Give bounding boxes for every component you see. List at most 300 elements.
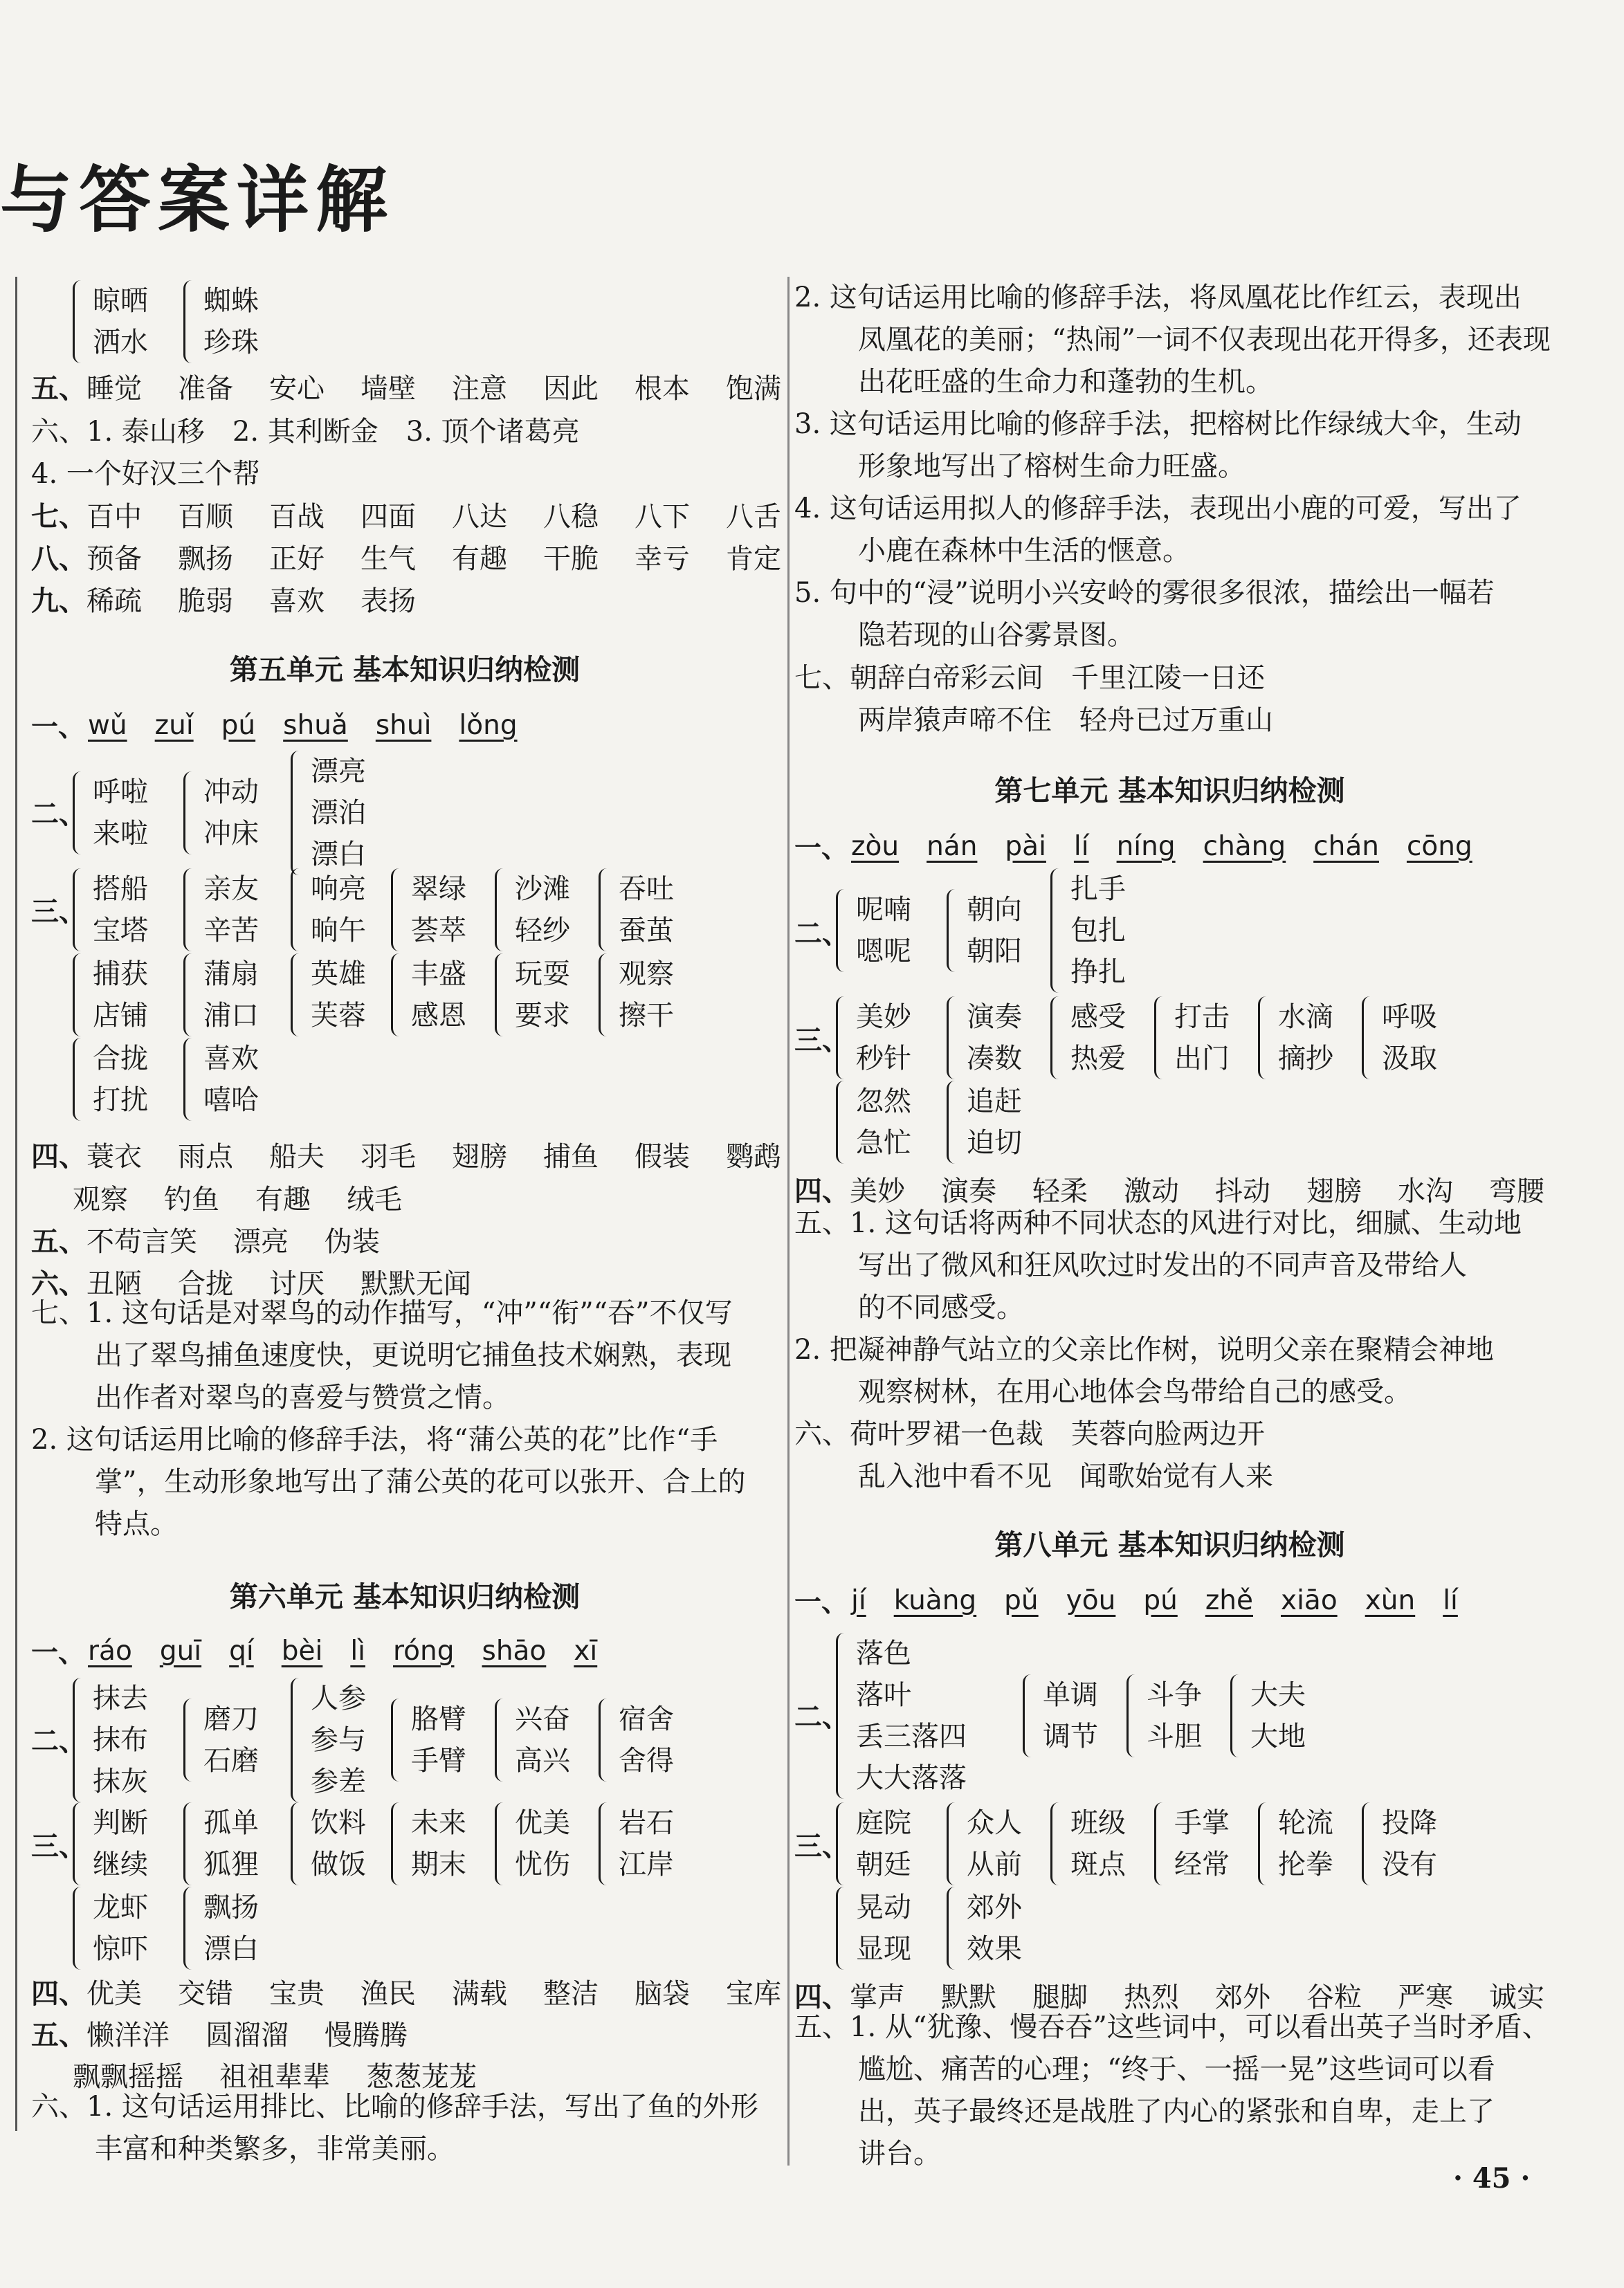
q-label: 二、 xyxy=(31,1725,86,1757)
text-line: 尴尬、痛苦的心理；“终于、一摇一晃”这些词可以看 xyxy=(858,2053,1495,2085)
answer-word: 正好 xyxy=(269,543,325,575)
group-word: 辛苦 xyxy=(203,915,259,946)
answer-word: 慢腾腾 xyxy=(325,2020,408,2051)
word-group xyxy=(183,1802,259,1885)
group-word: 芙蓉 xyxy=(311,1000,366,1032)
pinyin-answer: shuǎ xyxy=(283,709,348,741)
group-items xyxy=(93,1678,148,1802)
unit8-heading: 第八单元 基本知识归纳检测 xyxy=(994,1528,1345,1562)
word-group xyxy=(947,1887,1022,1970)
answer-word: 祖祖辈辈 xyxy=(219,2061,330,2093)
text-line: 2. 这句话运用比喻的修辞手法，将“蒲公英的花”比作“手 xyxy=(31,1424,718,1456)
answer-word: 满载 xyxy=(452,1978,507,2010)
group-word: 庭院 xyxy=(856,1807,911,1839)
group-word: 捕获 xyxy=(93,958,148,990)
text-line: 2. 这句话运用比喻的修辞手法，将凤凰花比作红云，表现出 xyxy=(794,282,1522,313)
group-word: 朝向 xyxy=(967,894,1022,926)
pinyin-answer: pǔ xyxy=(1004,1584,1039,1616)
brace-icon xyxy=(836,889,850,972)
group-items xyxy=(93,280,148,363)
brace-icon xyxy=(1050,868,1065,993)
q-label: 八、 xyxy=(31,542,86,575)
pinyin-answer: xiāo xyxy=(1281,1584,1338,1616)
group-items xyxy=(856,889,911,972)
brace-icon xyxy=(1154,996,1169,1079)
group-word: 做饭 xyxy=(311,1849,366,1880)
word-group xyxy=(1362,1802,1437,1885)
group-items xyxy=(1174,996,1230,1079)
answer-word: 美妙 xyxy=(850,1175,905,1207)
answer-word: 翅膀 xyxy=(452,1141,507,1173)
group-word: 沙滩 xyxy=(515,873,570,905)
group-items xyxy=(1174,1802,1230,1885)
answer-word: 严寒 xyxy=(1398,1982,1453,2013)
group-items xyxy=(93,953,148,1036)
group-word: 美妙 xyxy=(856,1001,911,1033)
group-word: 热爱 xyxy=(1070,1043,1126,1074)
group-items xyxy=(856,1887,911,1970)
word-group xyxy=(1258,996,1333,1079)
group-items xyxy=(311,1678,366,1802)
group-word: 飘扬 xyxy=(203,1892,259,1923)
group-word: 忽然 xyxy=(856,1086,911,1117)
word-group xyxy=(183,280,259,363)
word-group xyxy=(183,868,259,951)
brace-icon xyxy=(836,1887,850,1970)
group-items xyxy=(1278,1802,1333,1885)
group-word: 班级 xyxy=(1070,1807,1126,1839)
brace-icon xyxy=(73,1678,87,1802)
word-group xyxy=(836,1887,911,1970)
group-items xyxy=(967,889,1022,972)
word-group xyxy=(947,996,1022,1079)
text-line: 六、1. 这句话运用排比、比喻的修辞手法，写出了鱼的外形 xyxy=(31,2091,758,2123)
answer-word: 表扬 xyxy=(361,585,416,617)
group-word: 汲取 xyxy=(1382,1043,1437,1074)
word-group xyxy=(495,1802,570,1885)
group-word: 秒针 xyxy=(856,1043,911,1074)
brace-icon xyxy=(1050,1802,1065,1885)
word-group xyxy=(73,771,148,854)
group-word: 舍得 xyxy=(619,1745,674,1777)
brace-icon xyxy=(391,868,405,951)
group-word: 忧伤 xyxy=(515,1849,570,1880)
group-word: 感受 xyxy=(1070,1001,1126,1033)
text-line: 讲台。 xyxy=(858,2138,941,2170)
group-word: 嘻哈 xyxy=(203,1084,259,1116)
brace-icon xyxy=(1126,1674,1141,1757)
group-word: 轻纱 xyxy=(515,915,570,946)
pinyin-answer: zhě xyxy=(1205,1584,1253,1616)
word-group xyxy=(1050,996,1126,1079)
group-word: 喜欢 xyxy=(203,1043,259,1074)
answer-word: 默默 xyxy=(941,1982,996,2013)
text-line: 出作者对翠鸟的喜爱与赞赏之情。 xyxy=(95,1382,510,1413)
brace-icon xyxy=(291,1802,305,1885)
pinyin-answer: nán xyxy=(927,830,978,862)
answer-word: 墙壁 xyxy=(361,373,416,405)
group-word: 追赶 xyxy=(967,1086,1022,1117)
word-group xyxy=(1050,868,1126,993)
unit5-heading: 第五单元 基本知识归纳检测 xyxy=(229,653,581,686)
group-word: 朝廷 xyxy=(856,1849,911,1880)
word-group xyxy=(183,1887,259,1970)
group-word: 抹布 xyxy=(93,1724,148,1756)
group-word: 呼啦 xyxy=(93,776,148,808)
group-items xyxy=(93,1802,148,1885)
group-items xyxy=(1147,1674,1202,1757)
brace-icon xyxy=(599,868,613,951)
group-items xyxy=(1070,868,1126,993)
text-line: 2. 把凝神静气站立的父亲比作树，说明父亲在聚精会神地 xyxy=(794,1334,1494,1366)
group-word: 摘抄 xyxy=(1278,1043,1333,1074)
word-group xyxy=(1126,1674,1202,1757)
answer-word: 鹦鹉 xyxy=(726,1141,781,1173)
text-line: 隐若现的山谷雾景图。 xyxy=(858,619,1135,651)
group-word: 亲友 xyxy=(203,873,259,905)
group-items xyxy=(515,1802,570,1885)
pinyin-answer: bèi xyxy=(281,1635,323,1667)
answer-word: 八舌 xyxy=(726,501,781,533)
answer-word: 水沟 xyxy=(1398,1175,1453,1207)
pinyin-answer: chán xyxy=(1313,830,1379,862)
pinyin-answer: lí xyxy=(1443,1584,1458,1616)
brace-icon xyxy=(73,868,87,951)
brace-icon xyxy=(1362,996,1376,1079)
group-word: 郊外 xyxy=(967,1892,1022,1923)
unit5-q7 xyxy=(31,1292,745,1546)
group-word: 要求 xyxy=(515,1000,570,1032)
answer-word: 羽毛 xyxy=(361,1141,416,1173)
text-line: 七、朝辞白帝彩云间 千里江陵一日还 xyxy=(794,662,1265,694)
brace-icon xyxy=(947,889,961,972)
group-word: 期末 xyxy=(411,1849,466,1880)
group-word: 惊吓 xyxy=(93,1933,148,1965)
text-line: 丰富和种类繁多，非常美丽。 xyxy=(95,2133,455,2165)
unit8-q1-pinyin xyxy=(794,1581,1513,1620)
group-items xyxy=(203,953,259,1036)
group-word: 吞吐 xyxy=(619,873,674,905)
group-items xyxy=(619,953,674,1036)
group-word: 未来 xyxy=(411,1807,466,1839)
word-group xyxy=(1023,1674,1098,1757)
brace-icon xyxy=(1230,1674,1245,1757)
answer-word: 观察 xyxy=(73,1184,128,1216)
brace-icon xyxy=(1154,1802,1169,1885)
word-group xyxy=(73,1678,148,1802)
group-items xyxy=(311,953,366,1036)
brace-icon xyxy=(183,1802,198,1885)
unit5-q1-pinyin xyxy=(31,706,573,744)
pinyin-answer: níng xyxy=(1116,830,1176,862)
group-word: 判断 xyxy=(93,1807,148,1839)
answer-word: 圆溜溜 xyxy=(206,2020,289,2051)
brace-icon xyxy=(599,1802,613,1885)
group-items xyxy=(967,996,1022,1079)
pinyin-answer: lí xyxy=(1073,830,1089,862)
answer-word: 激动 xyxy=(1124,1175,1179,1207)
answer-word: 绒毛 xyxy=(347,1184,402,1216)
group-word: 水滴 xyxy=(1278,1001,1333,1033)
group-word: 挣扎 xyxy=(1070,956,1126,988)
group-word: 孤单 xyxy=(203,1807,259,1839)
group-word: 斑点 xyxy=(1070,1849,1126,1880)
brace-icon xyxy=(947,996,961,1079)
group-word: 洒水 xyxy=(93,327,148,358)
group-word: 岩石 xyxy=(619,1807,674,1839)
word-group xyxy=(183,1699,259,1782)
word-group xyxy=(836,1802,911,1885)
word-group xyxy=(1050,1802,1126,1885)
word-group xyxy=(183,953,259,1036)
text-line: 凤凰花的美丽；“热闹”一词不仅表现出花开得多，还表现 xyxy=(858,324,1551,356)
group-items xyxy=(203,868,259,951)
group-word: 抡拳 xyxy=(1278,1849,1333,1880)
answer-word: 八达 xyxy=(452,501,507,533)
answer-word: 整洁 xyxy=(543,1978,599,2010)
brace-icon xyxy=(1023,1674,1037,1757)
group-items xyxy=(515,868,570,951)
text-line: 形象地写出了榕树生命力旺盛。 xyxy=(858,450,1246,482)
group-items xyxy=(93,1038,148,1121)
word-group xyxy=(73,1802,148,1885)
pinyin-answer: pú xyxy=(221,709,256,741)
group-items xyxy=(93,771,148,854)
answer-word: 幸亏 xyxy=(635,543,690,575)
brace-icon xyxy=(73,1887,87,1970)
group-word: 参与 xyxy=(311,1724,366,1756)
pinyin-answer: pú xyxy=(1143,1584,1178,1616)
answer-word: 飘扬 xyxy=(178,543,233,575)
brace-icon xyxy=(1258,1802,1272,1885)
answer-word: 合拢 xyxy=(178,1268,233,1300)
text-line: 小鹿在森林中生活的惬意。 xyxy=(858,535,1190,567)
text-line: 出花旺盛的生命力和蓬勃的生机。 xyxy=(858,366,1273,398)
answer-word: 睡觉 xyxy=(86,373,142,405)
pinyin-answer: cōng xyxy=(1406,830,1472,862)
unit6-heading: 第六单元 基本知识归纳检测 xyxy=(229,1580,581,1613)
q-label: 一、 xyxy=(794,1587,849,1618)
word-group xyxy=(599,868,674,951)
word-group xyxy=(1154,1802,1230,1885)
text-line: 5. 句中的“浸”说明小兴安岭的雾很多很浓，描绘出一幅若 xyxy=(794,577,1495,609)
brace-icon xyxy=(836,1802,850,1885)
unit6-q6 xyxy=(31,2086,758,2170)
text-line: 六、荷叶罗裙一色裁 芙蓉向脸两边开 xyxy=(794,1418,1265,1450)
q-label: 一、 xyxy=(31,1638,86,1669)
unit6-q1-pinyin xyxy=(31,1631,653,1670)
answer-word: 抖动 xyxy=(1215,1175,1270,1207)
pinyin-answer: qí xyxy=(229,1635,254,1667)
group-word: 出门 xyxy=(1174,1043,1230,1074)
group-word: 落叶 xyxy=(856,1679,911,1711)
word-group xyxy=(183,771,259,854)
group-word: 没有 xyxy=(1382,1849,1437,1880)
answer-word: 生气 xyxy=(361,543,416,575)
group-word: 磨刀 xyxy=(203,1703,259,1735)
brace-icon xyxy=(1050,996,1065,1079)
group-word: 漂白 xyxy=(203,1933,259,1965)
pinyin-answer: wǔ xyxy=(88,709,127,741)
page-number: · 45 · xyxy=(1453,2162,1531,2195)
answer-word: 因此 xyxy=(543,373,599,405)
answer-word: 预备 xyxy=(86,543,142,575)
unit8-q5 xyxy=(794,2006,1550,2175)
brace-icon xyxy=(836,1633,850,1799)
group-word: 急忙 xyxy=(856,1127,911,1159)
answer-word: 饱满 xyxy=(726,373,781,405)
answer-word: 根本 xyxy=(635,373,690,405)
answer-word: 伪装 xyxy=(325,1226,380,1258)
group-word: 狐狸 xyxy=(203,1849,259,1880)
group-items xyxy=(203,1038,259,1121)
q-label: 二、 xyxy=(31,798,86,830)
brace-icon xyxy=(836,996,850,1079)
group-word: 斗争 xyxy=(1147,1679,1202,1711)
answer-word: 脆弱 xyxy=(178,585,233,617)
answer-word: 懒洋洋 xyxy=(86,2020,170,2051)
group-word: 观察 xyxy=(619,958,674,990)
q-label: 四、 xyxy=(31,1977,86,2010)
group-items xyxy=(619,1802,674,1885)
brace-icon xyxy=(73,1038,87,1121)
answer-word: 漂亮 xyxy=(233,1226,289,1258)
group-items xyxy=(1070,1802,1126,1885)
group-word: 继续 xyxy=(93,1849,148,1880)
answer-word: 假装 xyxy=(635,1141,690,1173)
pinyin-answer: yōu xyxy=(1066,1584,1116,1616)
group-items xyxy=(1070,996,1126,1079)
group-word: 手掌 xyxy=(1174,1807,1230,1839)
word-group xyxy=(291,1678,366,1802)
group-word: 凑数 xyxy=(967,1043,1022,1074)
group-word: 珍珠 xyxy=(203,327,259,358)
group-word: 斗胆 xyxy=(1147,1721,1202,1752)
group-items xyxy=(856,996,911,1079)
word-group xyxy=(836,1633,967,1799)
group-word: 打扰 xyxy=(93,1084,148,1116)
q-label: 三、 xyxy=(794,1830,850,1863)
text-line: 3. 这句话运用比喻的修辞手法，把榕树比作绿绒大伞，生动 xyxy=(794,408,1522,440)
q-label: 五、 xyxy=(31,2019,86,2051)
q-label: 四、 xyxy=(794,1175,850,1207)
answer-word: 肯定 xyxy=(726,543,781,575)
word-group xyxy=(836,996,911,1079)
group-word: 丢三落四 xyxy=(856,1721,967,1752)
group-word: 饮料 xyxy=(311,1807,366,1839)
answer-word: 丑陋 xyxy=(86,1268,142,1300)
group-word: 扎手 xyxy=(1070,873,1126,905)
word-group xyxy=(1258,1802,1333,1885)
answer-text: 4. 一个好汉三个帮 xyxy=(31,458,260,490)
answer-word: 热烈 xyxy=(1124,1982,1179,2013)
answer-word: 渔民 xyxy=(361,1978,416,2010)
text-line: 掌”，生动形象地写出了蒲公英的花可以张开、合上的 xyxy=(95,1466,746,1498)
word-group xyxy=(291,1802,366,1885)
word-group xyxy=(495,953,570,1036)
answer-row xyxy=(31,1135,817,1174)
answer-word: 轻柔 xyxy=(1032,1175,1088,1207)
q-label: 四、 xyxy=(794,1981,850,2013)
answer-row xyxy=(31,2013,444,2053)
brace-icon xyxy=(495,1802,509,1885)
group-word: 蚕茧 xyxy=(619,915,674,946)
group-items xyxy=(856,1802,911,1885)
brace-icon xyxy=(1258,996,1272,1079)
answer-word: 喜欢 xyxy=(269,585,325,617)
word-group xyxy=(291,953,366,1036)
word-group xyxy=(391,1802,466,1885)
group-word: 手臂 xyxy=(411,1745,466,1777)
q-label: 一、 xyxy=(794,833,849,864)
answer-word: 蓑衣 xyxy=(86,1141,142,1173)
group-word: 经常 xyxy=(1174,1849,1230,1880)
pinyin-answer: xī xyxy=(574,1635,598,1667)
group-word: 众人 xyxy=(967,1807,1022,1839)
answer-row xyxy=(31,452,260,491)
group-items xyxy=(1250,1674,1306,1757)
pinyin-answer: zuǐ xyxy=(154,709,194,741)
brace-icon xyxy=(599,1699,613,1782)
group-items xyxy=(311,1802,366,1885)
answer-word: 注意 xyxy=(452,373,507,405)
brace-icon xyxy=(183,1887,198,1970)
group-items xyxy=(411,868,466,951)
answer-word: 百顺 xyxy=(178,501,233,533)
answer-word: 不苟言笑 xyxy=(86,1226,197,1258)
q-label: 四、 xyxy=(31,1140,86,1173)
group-word: 效果 xyxy=(967,1933,1022,1965)
q-label: 三、 xyxy=(31,895,86,928)
q-label: 七、 xyxy=(31,500,86,533)
pinyin-answer: shāo xyxy=(482,1635,547,1667)
unit7-q6 xyxy=(794,1413,1273,1498)
brace-icon xyxy=(73,953,87,1036)
brace-icon xyxy=(947,1802,961,1885)
group-word: 大大落落 xyxy=(856,1762,967,1794)
group-items xyxy=(515,953,570,1036)
word-group xyxy=(836,889,911,972)
brace-icon xyxy=(73,280,87,363)
group-items xyxy=(203,1802,259,1885)
group-word: 擦干 xyxy=(619,1000,674,1032)
answer-word: 宝库 xyxy=(726,1978,781,2010)
group-items xyxy=(203,280,259,363)
unit5-q6-cont xyxy=(794,277,1551,657)
answer-word: 捕鱼 xyxy=(543,1141,599,1173)
pinyin-answer: róng xyxy=(392,1635,455,1667)
group-word: 宝塔 xyxy=(93,915,148,946)
text-line: 特点。 xyxy=(95,1508,178,1540)
group-items xyxy=(619,868,674,951)
pinyin-answer: zòu xyxy=(851,830,900,862)
pinyin-answer: lǒng xyxy=(459,709,518,741)
group-word: 晾晒 xyxy=(93,285,148,317)
brace-icon xyxy=(183,771,198,854)
group-items xyxy=(1043,1674,1098,1757)
word-group xyxy=(391,1699,466,1782)
group-word: 店铺 xyxy=(93,1000,148,1032)
word-group xyxy=(291,868,366,951)
answer-word: 优美 xyxy=(86,1978,142,2010)
word-group xyxy=(495,868,570,951)
group-items xyxy=(311,868,366,951)
word-group xyxy=(73,1038,148,1121)
word-group xyxy=(947,1802,1022,1885)
answer-word: 稀疏 xyxy=(86,585,142,617)
brace-icon xyxy=(291,868,305,951)
group-items xyxy=(967,1081,1022,1164)
